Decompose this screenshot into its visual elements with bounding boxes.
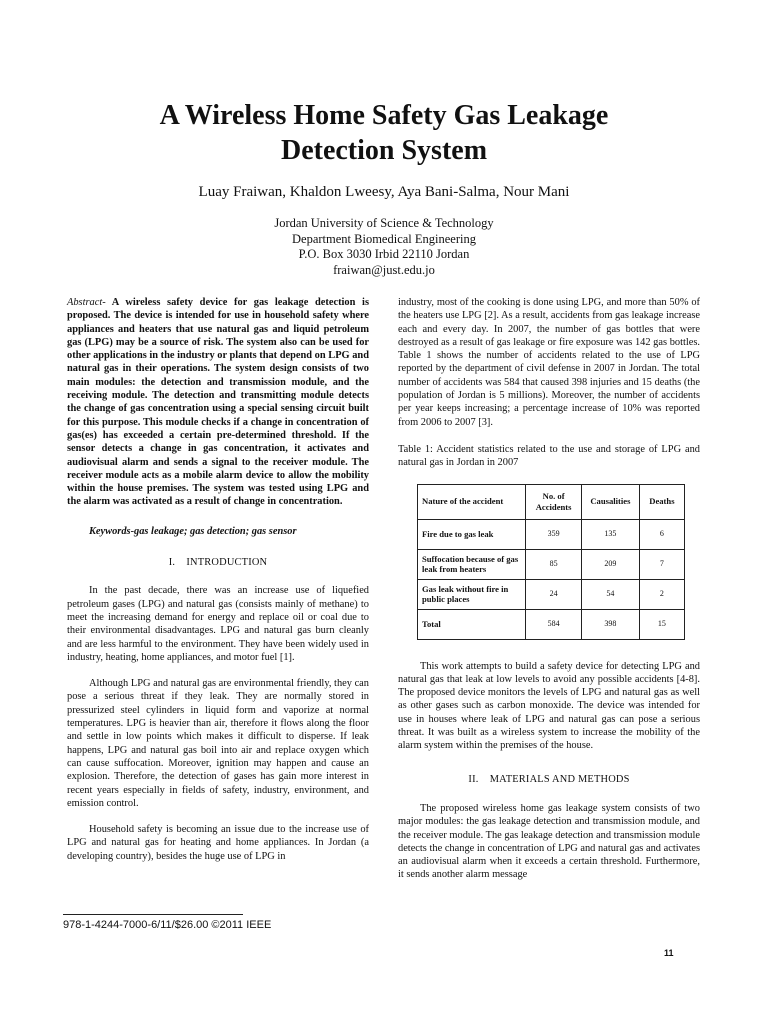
table-row bbox=[418, 519, 685, 549]
title-line-1: A Wireless Home Safety Gas Leakage bbox=[159, 100, 609, 131]
paper-title bbox=[0, 98, 768, 168]
footer-divider bbox=[63, 914, 243, 915]
table-header-cell: Causalities bbox=[581, 484, 639, 519]
table-row bbox=[418, 549, 685, 579]
left-column bbox=[67, 296, 369, 863]
affiliation-email: fraiwan@just.edu.jo bbox=[333, 262, 435, 277]
table-cell: 209 bbox=[581, 549, 639, 579]
right-paragraph-2: This work attempts to build a safety device for detecting LPG and natural gas that leak at low levels to avoid any possible accidents [4-8]. The proposed device monitors the levels of LPG and natural gas as well as other gases such as carbon monoxide. The device was intended for use in houses where leak of LPG and natural gas can pose a serious threat. It was built as a wireless system to increase the mobility of the alarm system within the premises of the house. bbox=[398, 660, 700, 752]
table-header-row bbox=[418, 484, 685, 519]
table-cell: 584 bbox=[526, 609, 582, 639]
table-header-cell: Deaths bbox=[639, 484, 684, 519]
intro-paragraph-3: Household safety is becoming an issue due to the increase use of LPG and natural gas for heating and home appliances. In Jordan (a developing country), besides the huge use of LPG in bbox=[67, 824, 369, 862]
intro-paragraph-1: In the past decade, there was an increase use of liquefied petroleum gases (LPG) and natural gas (consists mainly of methane) to meet the increasing demand for energy and replace oil or coal due to their environmental disadvantages. LPG and natural gas burn cleanly and are less harmful to the environment. They have been widely used in industry, heating, home appliances, and motor fuel [1]. bbox=[67, 585, 369, 663]
table-cell: Fire due to gas leak bbox=[418, 519, 526, 549]
affiliation-department: Department Biomedical Engineering bbox=[292, 231, 476, 246]
table-cell: 7 bbox=[639, 549, 684, 579]
table-cell: 54 bbox=[581, 579, 639, 609]
right-column bbox=[398, 296, 700, 882]
table-row bbox=[418, 579, 685, 609]
author-list: Luay Fraiwan, Khaldon Lweesy, Aya Bani-Salma, Nour Mani bbox=[198, 184, 570, 200]
copyright-notice: 978-1-4244-7000-6/11/$26.00 ©2011 IEEE bbox=[63, 919, 272, 931]
table-cell: 6 bbox=[639, 519, 684, 549]
table-cell: 85 bbox=[526, 549, 582, 579]
right-paragraph-1: industry, most of the cooking is done using LPG, and more than 50% of the heaters use LPG [2]. As a result, accidents from gas leakage increase each and every day. In 2007, the number of gas bottles that were destroyed as a result of gas leakage or fire exposure was 142 gas bottles. Table 1 shows the number of accidents related to the use of LPG reported by the department of civil defense in 2007 in Jordan. The total number of accidents was 584 that caused 398 injuries and 15 deaths (the population of Jordan is 5 millions). Moreover, the number of accidents per year keeps increasing; a percentage increase of 10% was reported from 2006 to 2007 [3]. bbox=[398, 297, 700, 428]
title-line-2: Detection System bbox=[280, 135, 488, 166]
table-cell: 15 bbox=[639, 609, 684, 639]
table-cell: Suffocation because of gas leak from heaters bbox=[418, 549, 526, 579]
table-header-cell: Nature of the accident bbox=[418, 484, 526, 519]
table-cell: Total bbox=[418, 609, 526, 639]
abstract-label: Abstract- bbox=[67, 297, 106, 308]
section-heading-introduction: I. INTRODUCTION bbox=[168, 557, 268, 569]
intro-paragraph-2: Although LPG and natural gas are environmental friendly, they can pose a serious threat if they leak. They are normally stored in pressurized steel cylinders in liquid form and vaporize at normal temperatures. LPG is heavier than air, therefore it flows along the floor and settle in low points which makes it difficult to disperse. If leak happens, LPG and natural gas boil into air and replace oxygen which can cause suffocation. Moreover, ignition may happen and cause an explosion. Therefore, the detection of gases has gain more interest in recent years especially in fields of safety, industry, environment, and emission control. bbox=[67, 678, 369, 809]
affiliation-block bbox=[0, 216, 768, 278]
keywords: Keywords-gas leakage; gas detection; gas sensor bbox=[89, 525, 297, 537]
table-cell: 359 bbox=[526, 519, 582, 549]
abstract bbox=[67, 296, 369, 509]
abstract-text: A wireless safety device for gas leakage detection is proposed. The device is intended for use in household safety where appliances and heaters that use natural gas and liquid petroleum gas (LPG) may be a source of risk. The system also can be used for other applications in the industry or plants that depend on LPG and natural gas in their operations. The system design consists of two main modules: the detection and transmission module, and the receiving module. The detection and transmitting module detects the change of gas concentration using a special sensing circuit built for this purpose. This module checks if a change in concentration of gas(es) has exceeded a certain pre-determined threshold. If the sensor detects a change in gas concentration, it activates and audiovisual alarm and sends a signal to the receiver module. The receiver module acts as a mobile alarm device to allow the mobility within the house premises. The system was tested using LPG and the alarm was activated as a result of change in concentration. bbox=[67, 297, 369, 508]
accident-statistics-table bbox=[417, 484, 685, 640]
table-caption: Table 1: Accident statistics related to the use and storage of LPG and natural gas in Jordan in 2007 bbox=[398, 443, 700, 469]
table-row-total bbox=[418, 609, 685, 639]
table-cell: 2 bbox=[639, 579, 684, 609]
affiliation-address: P.O. Box 3030 Irbid 22110 Jordan bbox=[298, 247, 470, 261]
affiliation-university: Jordan University of Science & Technology bbox=[274, 216, 494, 230]
page-number: 11 bbox=[664, 948, 674, 958]
table-cell: 135 bbox=[581, 519, 639, 549]
section-heading-materials-methods: II. MATERIALS AND METHODS bbox=[468, 773, 630, 785]
table-cell: 398 bbox=[581, 609, 639, 639]
table-cell: Gas leak without fire in public places bbox=[418, 579, 526, 609]
table-header-cell: No. of Accidents bbox=[526, 484, 582, 519]
right-paragraph-3: The proposed wireless home gas leakage system consists of two major modules: the gas leakage detection and transmission module, and the receiver module. The gas leakage detection and transmission module detects the change in concentration of LPG and natural gas and activates an audiovisual alarm when it exceeds a certain threshold. Furthermore, it sends another alarm message bbox=[398, 802, 700, 881]
table-cell: 24 bbox=[526, 579, 582, 609]
